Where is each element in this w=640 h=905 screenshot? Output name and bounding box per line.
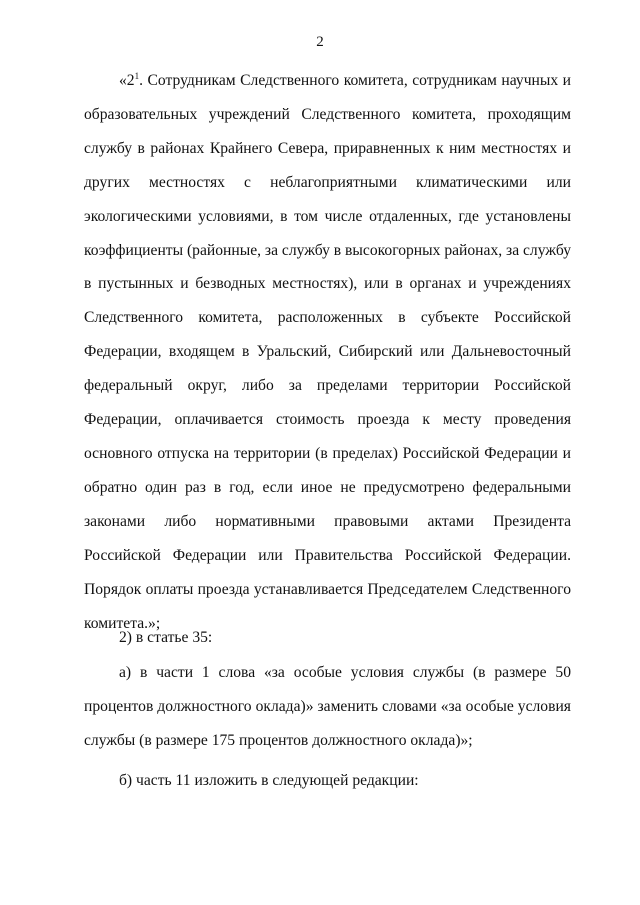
paragraph-main-text: . Сотрудникам Следственного комитета, сотрудникам научных и образовательных учреждений Следственного комитета, проходящим службу в районах Крайнего Севера, приравненных к ним местностях и других местностях с неблагоприятными климатическими или экологическими условиями, в том числе отдаленных, где установлены коэффициенты (районные, за службу в высокогорных районах, за службу в пустынных и безводных местностях), или в органах и учреждениях Следственного комитета, расположенных в субъекте Российской Федерации, входящем в Уральский, Сибирский или Дальневосточный федеральный округ, либо за пределами территории Российской Федерации, оплачивается стоимость проезда к месту проведения основного отпуска на территории (в пределах) Российской Федерации и обратно один раз в год, если иное не предусмотрено федеральными законами либо нормативными правовыми актами Президента Российской Федерации или Правительства Российской Федерации. Порядок оплаты проезда устанавливается Председателем Следственного комитета.»;: [84, 72, 572, 632]
page-number: 2: [316, 34, 324, 50]
paragraph-article-2-1: [84, 64, 571, 640]
superscript-index: 1: [134, 70, 140, 81]
paragraph-item-2: 2) в статье 35:: [119, 629, 213, 646]
paragraph-item-b: б) часть 11 изложить в следующей редакции:: [119, 772, 419, 789]
paragraph-item-a: а) в части 1 слова «за особые условия службы (в размере 50 процентов должностного оклада)» заменить словами «за особые условия службы (в размере 175 процентов должностного оклада)»;: [84, 664, 571, 749]
paragraph-open-quote: «2: [119, 72, 135, 89]
